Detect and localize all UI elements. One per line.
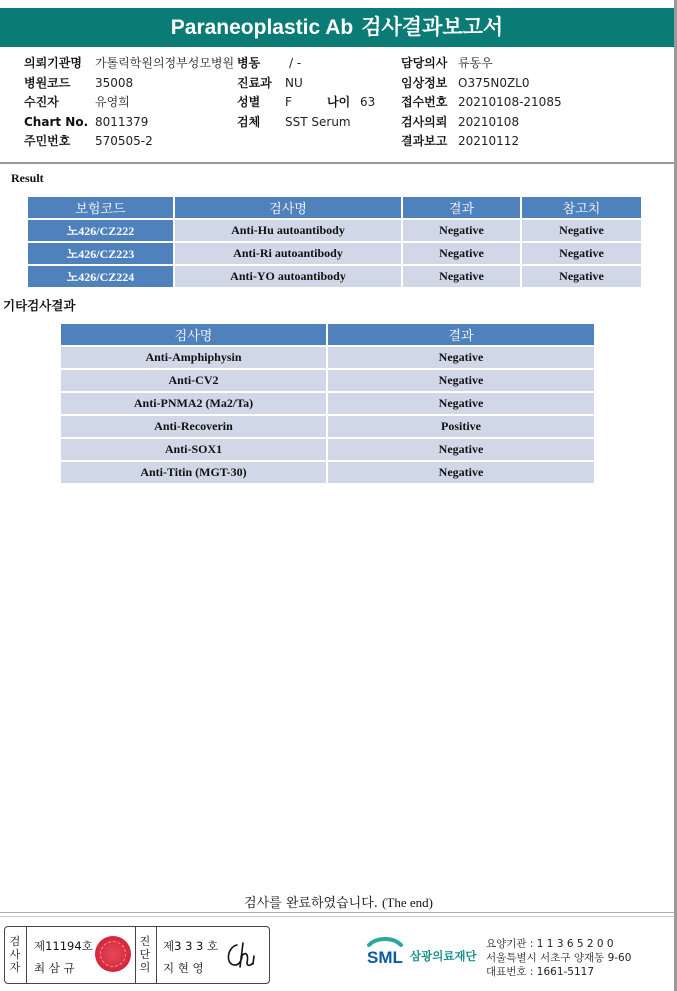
test-result: Negative xyxy=(403,220,520,241)
info-row: 의뢰기관명 xyxy=(24,56,82,70)
report-title xyxy=(0,8,674,47)
divider xyxy=(156,927,157,983)
info-value: 20210108-21085 xyxy=(458,95,562,109)
report-title-ko: 검사결과보고서 xyxy=(361,16,504,39)
column-header: 참고치 xyxy=(522,197,641,218)
signature-box xyxy=(4,926,270,984)
address: 서울특별시 서초구 양재동 9-60 xyxy=(486,952,632,964)
examiner-label: 검 사 자 xyxy=(9,935,21,974)
age-label: 나이 xyxy=(327,95,351,109)
test-result: Negative xyxy=(328,347,594,368)
info-row: 수진자 xyxy=(24,95,59,109)
info-label: 임상정보 xyxy=(401,76,448,90)
test-result: Positive xyxy=(328,416,594,437)
test-name: Anti-PNMA2 (Ma2/Ta) xyxy=(61,393,326,414)
test-result: Negative xyxy=(403,243,520,264)
phone-number: 대표번호 : 1661-5117 xyxy=(486,966,595,978)
info-value: 20210112 xyxy=(458,134,520,148)
test-result: Negative xyxy=(328,439,594,460)
info-value: 유영희 xyxy=(95,95,130,109)
divider xyxy=(26,927,27,983)
table-row xyxy=(61,416,594,437)
specimen-label: 검체 xyxy=(237,115,261,129)
column-header: 보험코드 xyxy=(28,197,173,218)
divider xyxy=(0,912,674,913)
insurance-code: 노426/CZ224 xyxy=(28,266,173,287)
table-row xyxy=(61,439,594,460)
result-table xyxy=(26,195,643,289)
info-label: 담당의사 xyxy=(401,56,448,70)
result-title: Result xyxy=(11,171,44,185)
end-message-en: (The end) xyxy=(382,895,433,910)
test-name: Anti-Recoverin xyxy=(61,416,326,437)
test-name: Anti-Hu autoantibody xyxy=(175,220,401,241)
reviewer-number: 제3 3 3 호 xyxy=(163,939,219,953)
end-message xyxy=(0,892,677,911)
table-row xyxy=(28,220,641,241)
table-row xyxy=(28,266,641,287)
reviewer-name: 지 현 영 xyxy=(163,961,204,975)
age-value: 63 xyxy=(360,95,376,109)
test-name: Anti-Titin (MGT-30) xyxy=(61,462,326,483)
info-value: O375N0ZL0 xyxy=(458,76,530,90)
info-value: 20210108 xyxy=(458,115,520,129)
dept-label: 진료과 xyxy=(237,76,272,90)
reviewer-label: 진 단 의 xyxy=(139,935,151,974)
signature-icon xyxy=(223,939,263,971)
column-header: 결과 xyxy=(328,324,594,345)
report-title-en: Paraneoplastic Ab xyxy=(170,16,354,39)
reference-value: Negative xyxy=(522,220,641,241)
test-name: Anti-YO autoantibody xyxy=(175,266,401,287)
table-row xyxy=(61,347,594,368)
organization-name: 삼광의료재단 xyxy=(410,949,477,963)
test-name: Anti-CV2 xyxy=(61,370,326,391)
table-row xyxy=(61,393,594,414)
other-results-table xyxy=(59,322,596,485)
info-row: 병원코드 xyxy=(24,76,71,90)
ward-value: / - xyxy=(289,56,302,70)
info-label: 접수번호 xyxy=(401,95,448,109)
table-row xyxy=(61,462,594,483)
info-label: 검사의뢰 xyxy=(401,115,448,129)
sml-logo-icon xyxy=(363,935,407,971)
insurance-code: 노426/CZ222 xyxy=(28,220,173,241)
divider xyxy=(0,916,674,917)
reference-value: Negative xyxy=(522,266,641,287)
info-value: 8011379 xyxy=(95,115,149,129)
examiner-name: 최 삼 규 xyxy=(34,961,75,975)
test-name: Anti-Amphiphysin xyxy=(61,347,326,368)
test-name: Anti-Ri autoantibody xyxy=(175,243,401,264)
sex-value: F xyxy=(285,95,292,109)
table-row xyxy=(28,243,641,264)
column-header: 결과 xyxy=(403,197,520,218)
info-value: 570505-2 xyxy=(95,134,153,148)
info-row: 주민번호 xyxy=(24,134,71,148)
specimen-value: SST Serum xyxy=(285,115,351,129)
institution-code: 요양기관 : 1 1 3 6 5 2 0 0 xyxy=(486,938,614,950)
test-result: Negative xyxy=(328,462,594,483)
column-header: 검사명 xyxy=(175,197,401,218)
divider xyxy=(135,927,136,983)
seal-stamp-icon xyxy=(95,936,131,972)
test-result: Negative xyxy=(328,370,594,391)
info-label: 결과보고 xyxy=(401,134,448,148)
column-header: 검사명 xyxy=(61,324,326,345)
end-message-ko: 검사를 완료하였습니다. xyxy=(244,896,378,911)
info-value: 가톨릭학원의정부성모병원 xyxy=(95,56,235,70)
other-results-title: 기타검사결과 xyxy=(3,298,76,313)
dept-value: NU xyxy=(285,76,303,90)
insurance-code: 노426/CZ223 xyxy=(28,243,173,264)
test-result: Negative xyxy=(328,393,594,414)
info-row: Chart No. xyxy=(24,115,89,129)
examiner-number: 제11194호 xyxy=(34,939,93,953)
info-value: 35008 xyxy=(95,76,134,90)
test-name: Anti-SOX1 xyxy=(61,439,326,460)
svg-text:SML: SML xyxy=(367,948,403,967)
info-value: 류동우 xyxy=(458,56,493,70)
reference-value: Negative xyxy=(522,243,641,264)
divider xyxy=(0,162,674,164)
ward-label: 병동 xyxy=(237,56,261,70)
sex-label: 성별 xyxy=(237,95,261,109)
test-result: Negative xyxy=(403,266,520,287)
table-row xyxy=(61,370,594,391)
